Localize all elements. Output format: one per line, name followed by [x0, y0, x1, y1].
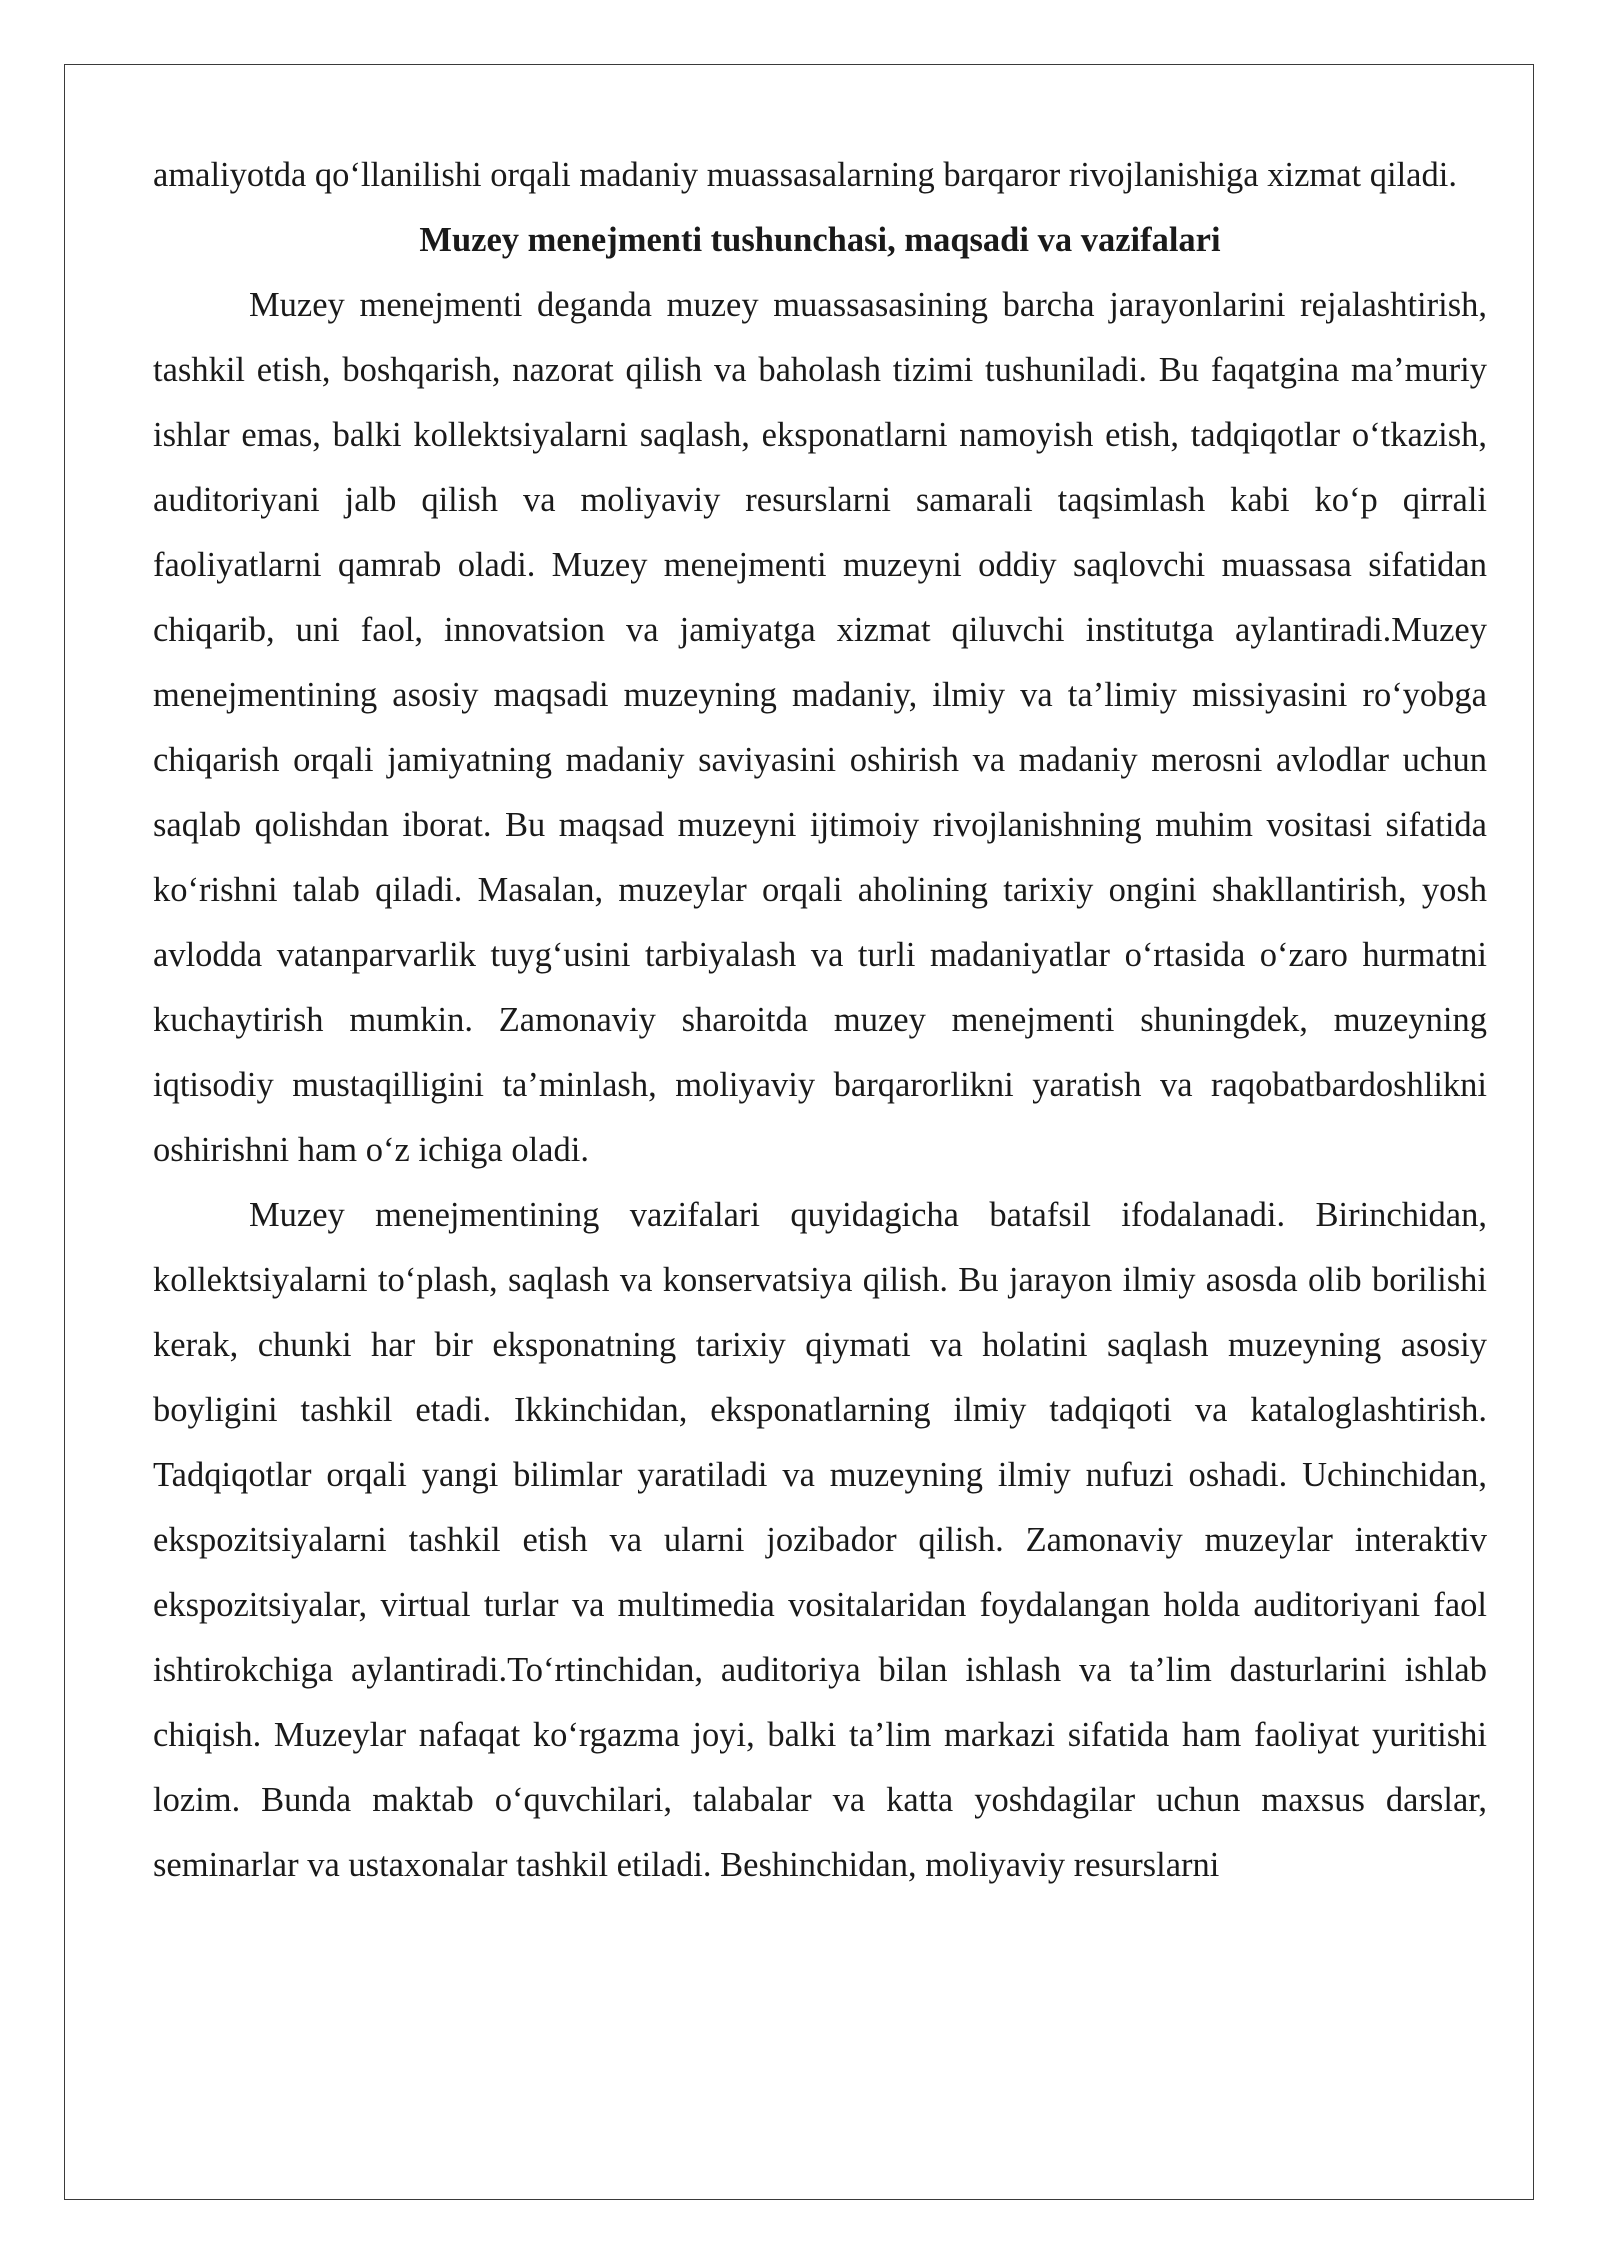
section-heading: Muzey menejmenti tushunchasi, maqsadi va vazifalari — [419, 221, 1221, 259]
paragraph-definition: Muzey menejmenti deganda muzey muassasasining barcha jarayonlarini rejalashtirish, tashkil etish, boshqarish, nazorat qilish va baholash tizimi tushuniladi. Bu faqatgina ma’muriy ishlar emas, balki kollektsiyalarni saqlash, eksponatlarni namoyish etish, tadqiqotlar o‘tkazish, auditoriyani jalb qilish va moliyaviy resurslarni samarali taqsimlash kabi ko‘p qirrali faoliyatlarni qamrab oladi. Muzey menejmenti muzeyni oddiy saqlovchi muassasa sifatidan chiqarib, uni faol, innovatsion va jamiyatga xizmat qiluvchi institutga aylantiradi.Muzey menejmentining asosiy maqsadi muzeyning madaniy, ilmiy va ta’limiy missiyasini ro‘yobga chiqarish orqali jamiyatning madaniy saviyasini oshirish va madaniy merosni avlodlar uchun saqlab qolishdan iborat. Bu maqsad muzeyni ijtimoiy rivojlanishning muhim vositasi sifatida ko‘rishni talab qiladi. Masalan, muzeylar orqali aholining tarixiy ongini shakllantirish, yosh avlodda vatanparvarlik tuyg‘usini tarbiyalash va turli madaniyatlar o‘rtasida o‘zaro hurmatni kuchaytirish mumkin. Zamonaviy sharoitda muzey menejmenti shuningdek, muzeyning iqtisodiy mustaqilligini ta’minlash, moliyaviy barqarorlikni yaratish va raqobatbardoshlikni oshirishni ham o‘z ichiga oladi. — [153, 286, 1487, 1169]
continuation-paragraph: amaliyotda qo‘llanilishi orqali madaniy muassasalarning barqaror rivojlanishiga xizmat qiladi. — [153, 156, 1457, 194]
document-body — [153, 143, 1487, 1898]
paragraph-tasks: Muzey menejmentining vazifalari quyidagicha batafsil ifodalanadi. Birinchidan, kollektsiyalarni to‘plash, saqlash va konservatsiya qilish. Bu jarayon ilmiy asosda olib borilishi kerak, chunki har bir eksponatning tarixiy qiymati va holatini saqlash muzeyning asosiy boyligini tashkil etadi. Ikkinchidan, eksponatlarning ilmiy tadqiqoti va kataloglashtirish. Tadqiqotlar orqali yangi bilimlar yaratiladi va muzeyning ilmiy nufuzi oshadi. Uchinchidan, ekspozitsiyalarni tashkil etish va ularni jozibador qilish. Zamonaviy muzeylar interaktiv ekspozitsiyalar, virtual turlar va multimedia vositalaridan foydalangan holda auditoriyani faol ishtirokchiga aylantiradi.To‘rtinchidan, auditoriya bilan ishlash va ta’lim dasturlarini ishlab chiqish. Muzeylar nafaqat ko‘rgazma joyi, balki ta’lim markazi sifatida ham faoliyat yuritishi lozim. Bunda maktab o‘quvchilari, talabalar va katta yoshdagilar uchun maxsus darslar, seminarlar va ustaxonalar tashkil etiladi. Beshinchidan, moliyaviy resurslarni — [153, 1196, 1487, 1884]
